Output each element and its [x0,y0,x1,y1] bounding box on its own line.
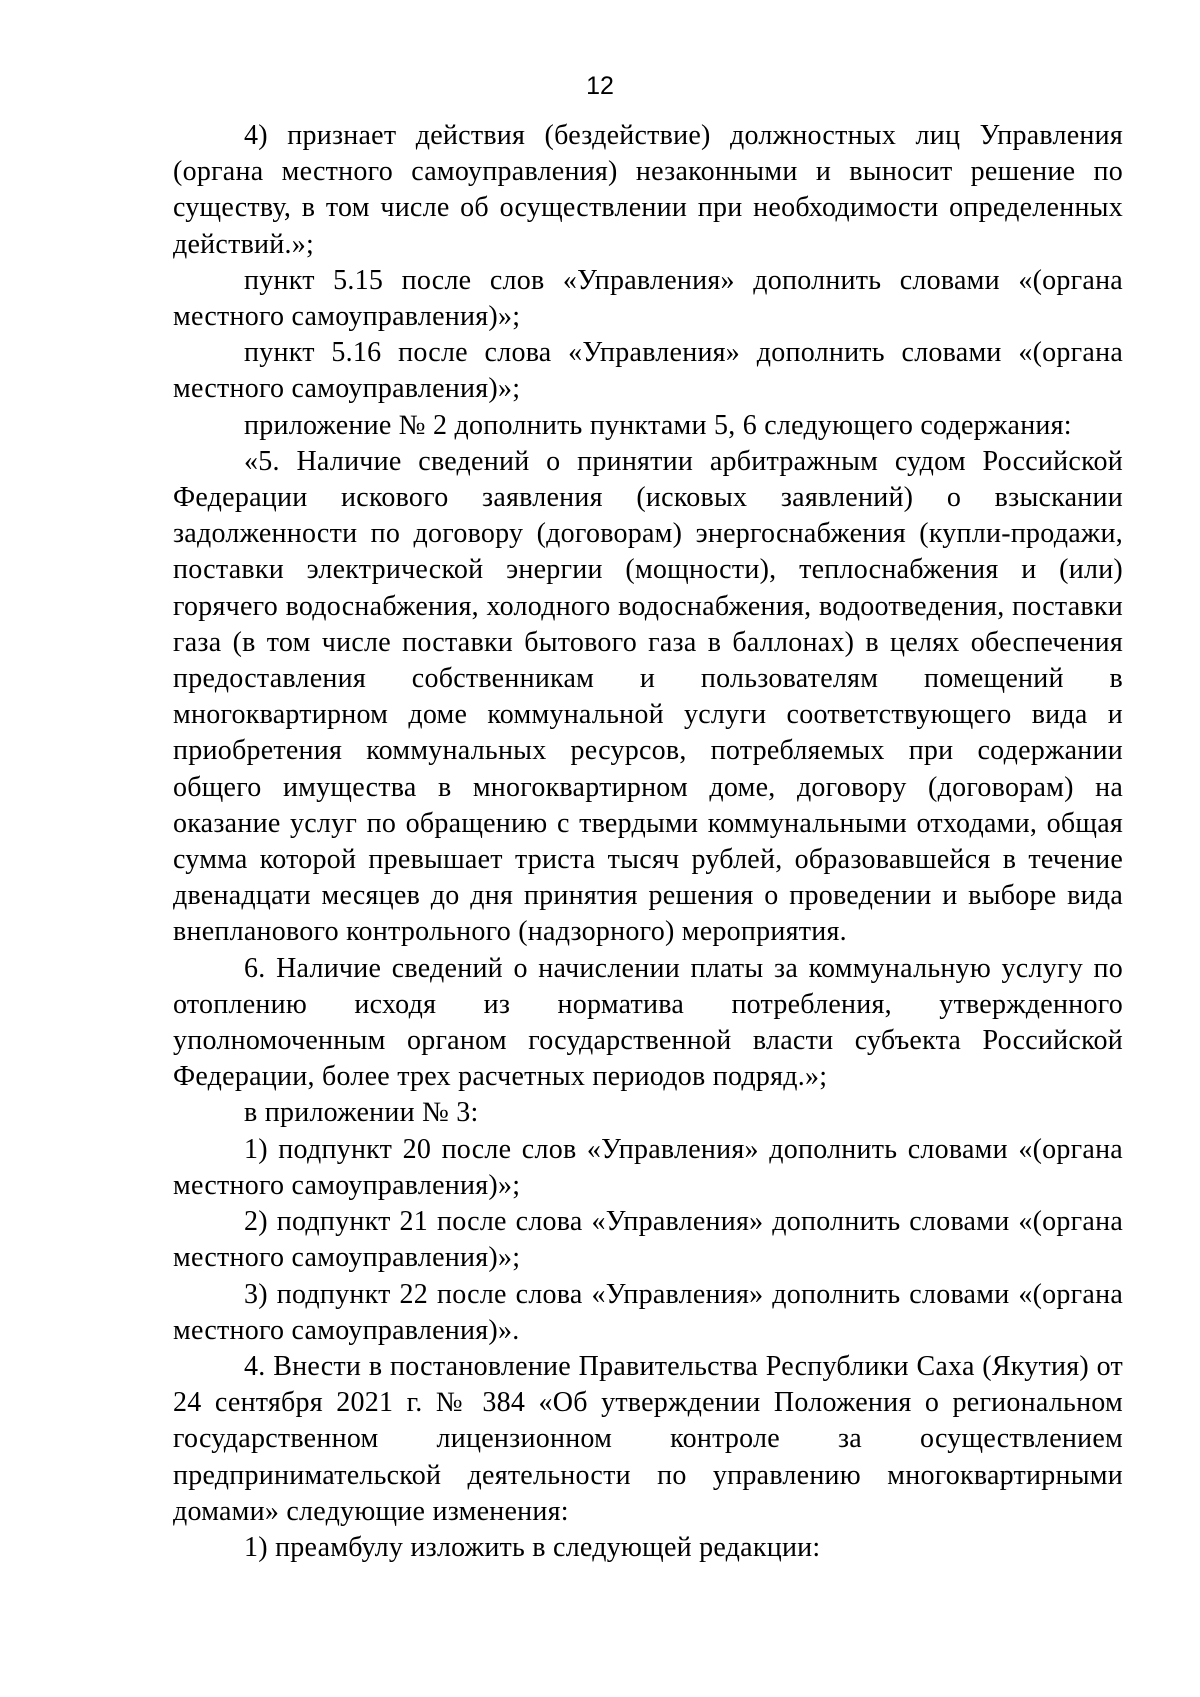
page-number: 12 [586,72,614,100]
paragraph-appendix-2-item-6: 6. Наличие сведений о начислении платы за коммунальную услугу по отоплению исходя из норматива потребления, утвержденного уполномоченным органом государственной власти субъекта Российской Федерации, более трех расчетных периодов подряд.»; [173,952,1123,1093]
document-body [173,118,1123,1566]
paragraph-subpoint-20: 1) подпункт 20 после слов «Управления» дополнить словами «(органа местного самоуправления)»; [173,1133,1123,1201]
paragraph-point-5-16: пункт 5.16 после слова «Управления» дополнить словами «(органа местного самоуправления)»; [173,337,1123,405]
paragraph-appendix-2-item-5: «5. Наличие сведений о принятии арбитражным судом Российской Федерации искового заявления (исковых заявлений) о взыскании задолженности по договору (договорам) энергоснабжения (купли-продажи, поставки электрической энергии (мощности), теплоснабжения и (или) горячего водоснабжения, холодного водоснабжения, водоотведения, поставки газа (в том числе поставки бытового газа в баллонах) в целях обеспечения предоставления собственникам и пользователям помещений в многоквартирном доме коммунальной услуги соответствующего вида и приобретения коммунальных ресурсов, потребляемых при содержании общего имущества в многоквартирном доме, договору (договорам) на оказание услуг по обращению с твердыми коммунальными отходами, общая сумма которой превышает триста тысяч рублей, образовавшейся в течение двенадцати месяцев до дня принятия решения о проведении и выборе вида внепланового контрольного (надзорного) мероприятия. [173,445,1123,948]
paragraph-subpoint-22: 3) подпункт 22 после слова «Управления» дополнить словами «(органа местного самоуправления)». [173,1278,1123,1346]
paragraph-item-4: 4) признает действия (бездействие) должностных лиц Управления (органа местного самоуправления) незаконными и выносит решение по существу, в том числе об осуществлении при необходимости определенных действий.»; [173,120,1123,260]
paragraph-appendix-2-intro: приложение № 2 дополнить пунктами 5, 6 следующего содержания: [244,409,1072,441]
paragraph-appendix-3-intro: в приложении № 3: [244,1097,479,1129]
paragraph-subpoint-21: 2) подпункт 21 после слова «Управления» дополнить словами «(органа местного самоуправления)»; [173,1206,1123,1274]
paragraph-section-4: 4. Внести в постановление Правительства Республики Саха (Якутия) от 24 сентября 2021 г. № 384 «Об утверждении Положения о региональном государственном лицензионном контроле за осуществлением предпринимательской деятельности по управлению многоквартирными домами» следующие изменения: [173,1350,1123,1527]
paragraph-point-5-15: пункт 5.15 после слов «Управления» дополнить словами «(органа местного самоуправления)»; [173,264,1123,333]
paragraph-preamble: 1) преамбулу изложить в следующей редакции: [244,1531,821,1563]
